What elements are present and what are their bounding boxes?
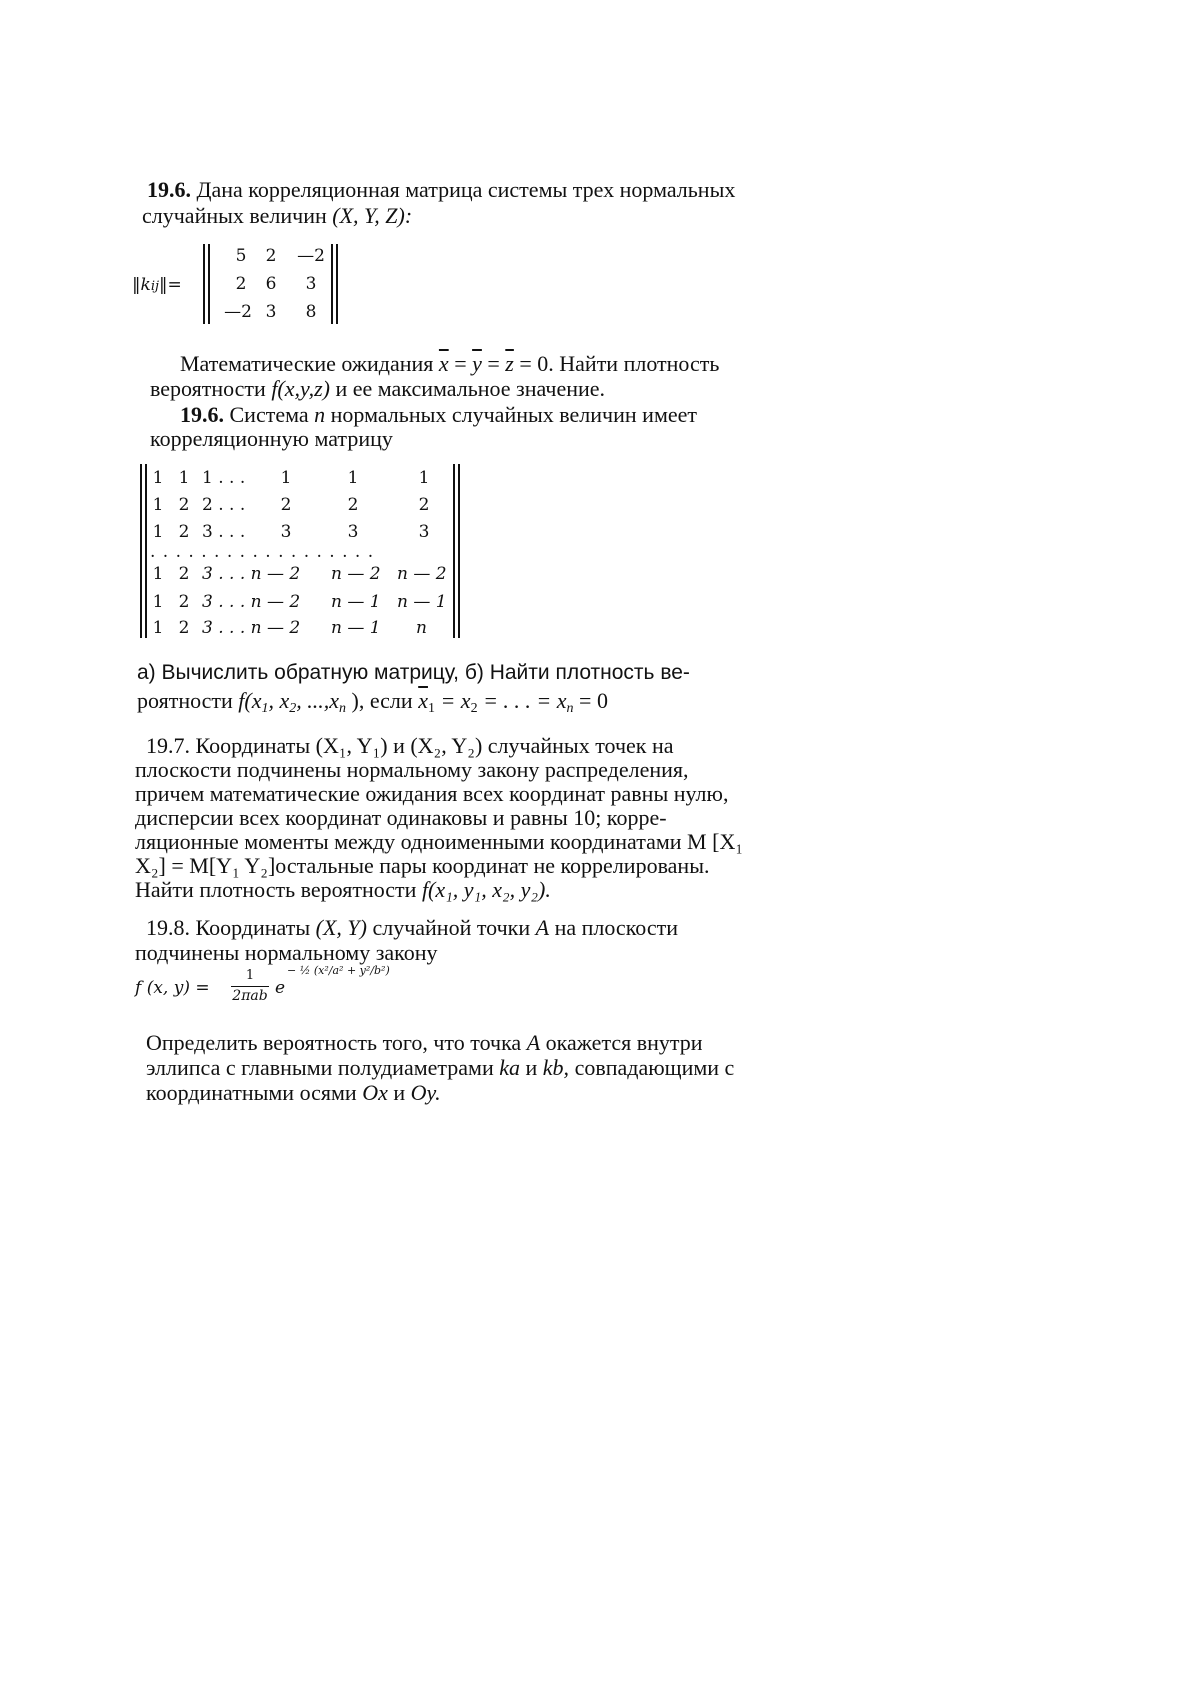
matrix-cell: 3 . . . n — 2 — [202, 592, 301, 612]
matrix-cell: 2 — [178, 592, 190, 612]
matrix-cell: —2 — [224, 302, 252, 322]
problem-19-8-line1: 19.8. Координаты (X, Y) случайной точки A на плоскости — [146, 915, 678, 940]
matrix-cell: 1 — [152, 522, 164, 542]
problem-19-7-line7: Найти плотность вероятности f(x₁, y₁, x₂, y₂). — [135, 877, 551, 902]
problem-19-7-line2: плоскости подчинены нормальному закону распределения, — [135, 757, 689, 782]
matrix-cell: —2 — [297, 246, 325, 266]
matrix-cell: 3 — [265, 302, 277, 322]
problem-19-7-line5: ляционные моменты между одноименными координатами М [X₁ — [135, 829, 743, 854]
matrix-cell: 2 — [280, 495, 292, 515]
problem-19-6-line2 — [142, 203, 412, 229]
matrix-cell: 5 — [235, 246, 247, 266]
matrix-cell: 1 — [178, 468, 190, 488]
problem-19-6-line4: вероятности f(x,y,z) и ее максимальное значение. — [150, 376, 606, 401]
matrix-cell: 2 — [418, 495, 430, 515]
formula-e: e — [275, 978, 286, 998]
matrix-cell: 3 . . . n — 2 — [202, 564, 301, 584]
matrix-cell: 1 — [280, 468, 292, 488]
problem-19-6b-line3: а) Вычислить обратную матрицу, б) Найти плотность ве- — [137, 661, 690, 684]
matrix-label: ‖kij‖= — [132, 275, 182, 295]
matrix-cell: 1 — [152, 564, 164, 584]
problem-19-8-line5: координатными осями Ox и Oy. — [146, 1080, 441, 1105]
formula-denominator: 2πab — [232, 988, 268, 1004]
matrix-cell: n — 2 — [397, 564, 447, 584]
matrix-cell: 3 . . . n — 2 — [202, 618, 301, 638]
problem-19-8-line4: эллипса с главными полудиаметрами ka и kb, совпадающими с — [146, 1055, 735, 1080]
problem-19-6b-line2: корреляционную матрицу — [150, 426, 393, 451]
matrix-cell: 3 — [418, 522, 430, 542]
problem-19-6b-line4: роятности $f(x_1$, $x_2$, $...,x_n$ ), если $\overline{x}_1 = x_2$ = . . . = $x_n = 0$ — [137, 688, 608, 716]
problem-19-6-line1 — [147, 177, 735, 203]
matrix-cell: 6 — [265, 274, 277, 294]
matrix-cell: 2 — [347, 495, 359, 515]
matrix-cell: n — 2 — [331, 564, 381, 584]
problem-19-8-line3: Определить вероятность того, что точка A окажется внутри — [146, 1030, 703, 1055]
matrix-cell: 2 — [178, 564, 190, 584]
matrix-cell: 2 — [235, 274, 247, 294]
formula-exponent: − ½ (x²/a² + y²/b²) — [287, 964, 390, 977]
problem-number: 19.6. — [147, 177, 191, 202]
problem-19-6b-line1: 19.6. Система n нормальных случайных величин имеет — [180, 402, 698, 427]
problem-19-7-line6: X₂] = M[Y₁ Y₂]остальные пары координат не коррелированы. — [135, 853, 710, 878]
matrix-cell: 1 . . . — [202, 468, 246, 488]
matrix-cell: 1 — [152, 495, 164, 515]
text: случайных величин — [142, 203, 333, 228]
density-formula — [135, 962, 395, 1012]
matrix-cell: n — 1 — [397, 592, 447, 612]
matrix-cell: 2 . . . — [202, 495, 246, 515]
matrix-cell: 3 . . . — [202, 522, 246, 542]
problem-19-6-line3: Математические ожидания $\overline{x} = \overline{y} = \overline{z} = 0$. Найти плотность — [180, 351, 720, 376]
matrix-cell: 1 — [152, 592, 164, 612]
matrix-cell: 3 — [347, 522, 359, 542]
matrix-cell: 1 — [418, 468, 430, 488]
matrix-cell: 2 — [178, 618, 190, 638]
matrix-cell: n — [416, 618, 427, 638]
problem-19-7-line1: 19.7. Координаты (X₁, Y₁) и (X₂, Y₂) случайных точек на — [146, 733, 674, 758]
matrix-cell: 1 — [347, 468, 359, 488]
matrix-cell: 1 — [152, 618, 164, 638]
matrix-dots-row: . . . . . . . . . . . . . . . . . . — [150, 542, 375, 562]
variables: (X, Y, Z): — [332, 203, 413, 228]
matrix-cell: 8 — [305, 302, 317, 322]
problem-number: 19.6. — [180, 402, 224, 427]
formula-numerator: 1 — [245, 968, 255, 983]
matrix-cell: 3 — [280, 522, 292, 542]
matrix-cell: n — 1 — [331, 618, 381, 638]
text: Дана корреляционная матрица системы трех нормальных — [196, 177, 736, 202]
formula-lhs: f (x, y) = — [135, 978, 210, 998]
correlation-matrix-nxn — [138, 462, 468, 642]
problem-19-7-line4: дисперсии всех координат одинаковы и равны 10; корре- — [135, 805, 667, 830]
matrix-cell: n — 1 — [331, 592, 381, 612]
matrix-cell: 2 — [178, 522, 190, 542]
problem-19-7-line3: причем математические ожидания всех координат равны нулю, — [135, 781, 729, 806]
matrix-cell: 2 — [265, 246, 277, 266]
problem-19-8-line2: подчинены нормальному закону — [135, 940, 438, 965]
correlation-matrix-3x3 — [128, 240, 358, 330]
matrix-cell: 1 — [152, 468, 164, 488]
matrix-cell: 3 — [305, 274, 317, 294]
matrix-cell: 2 — [178, 495, 190, 515]
